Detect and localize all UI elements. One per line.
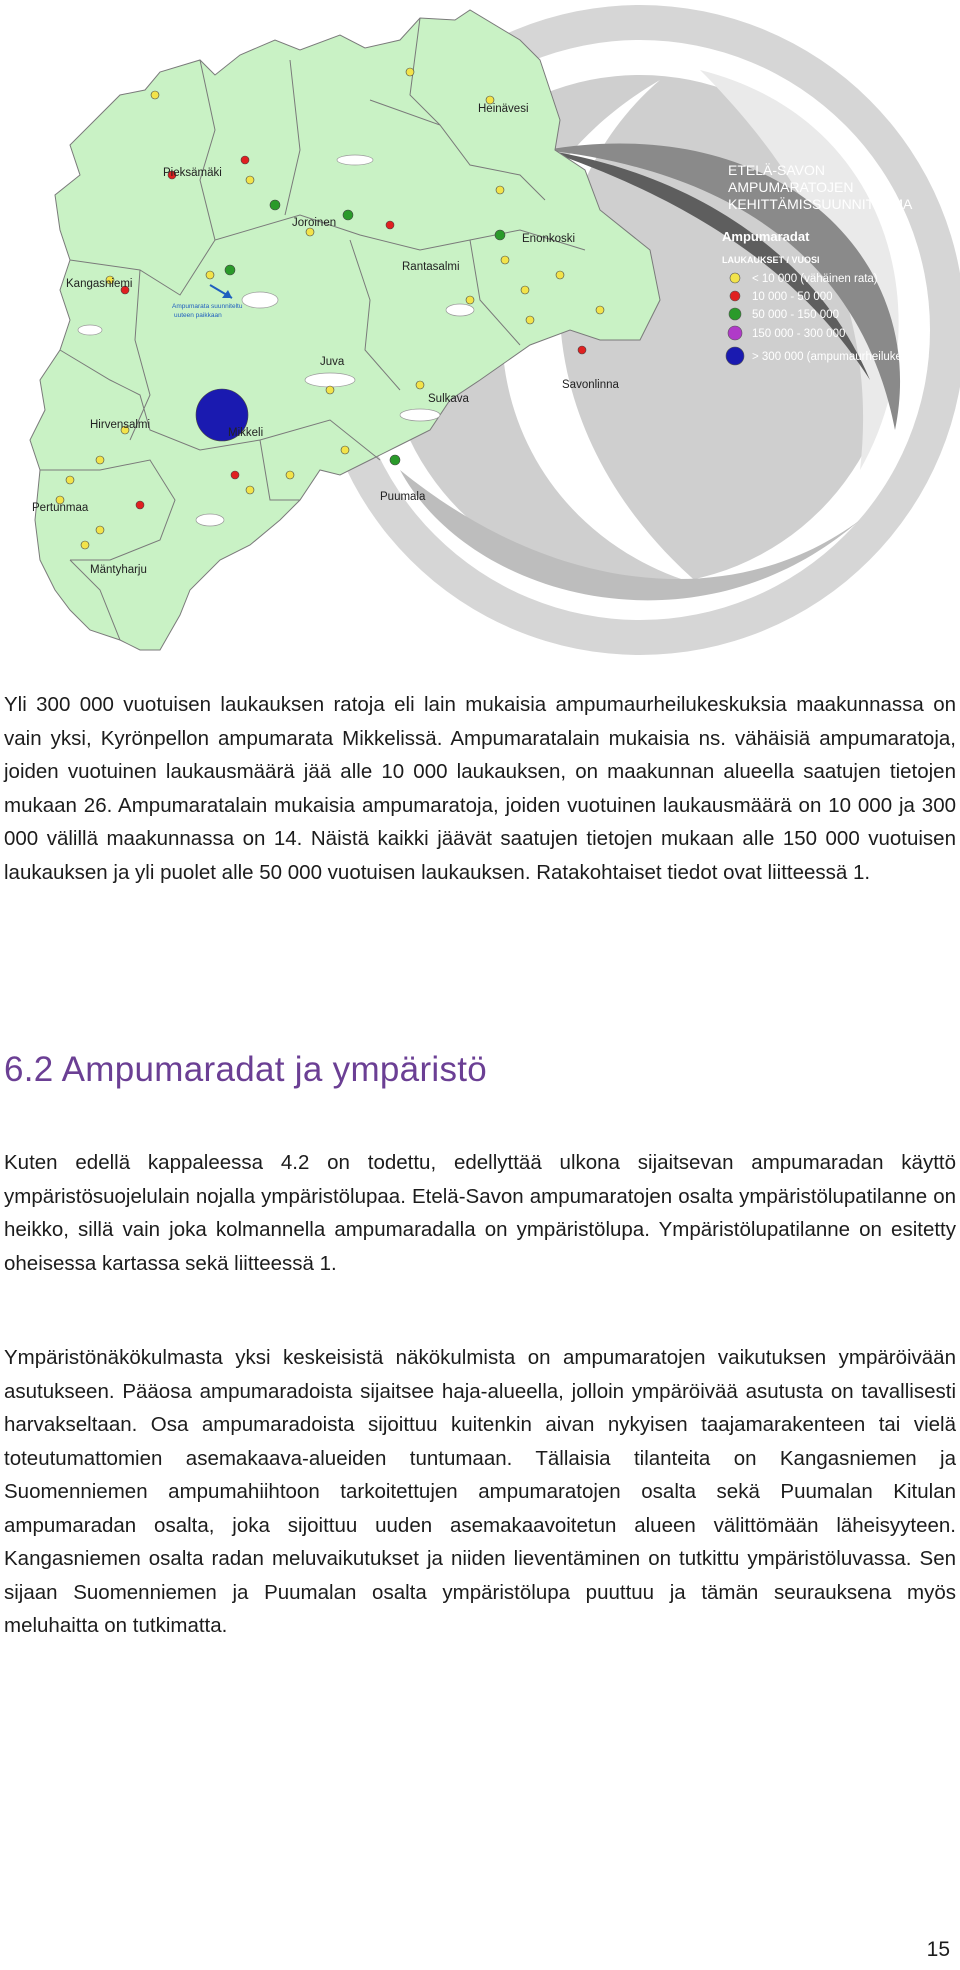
- region-label: Kangasniemi: [66, 278, 133, 290]
- legend-swatch-red: [730, 291, 740, 301]
- region-label: Savonlinna: [562, 379, 619, 391]
- legend-subtitle: Ampumaradat: [722, 229, 810, 244]
- environment-paragraph: Ympäristönäkökulmasta yksi keskeisistä näkökulmista on ampumaratojen vaikutuksen ympäröivään asutukseen. Pääosa ampumaradoista sijaitsee haja-alueella, jolloin ympäröivää asutusta on tavallisesti harvakseltaan. Osa ampumaradoista sijoittuu kuitenkin aivan nykyisen taajamarakenteen tai vielä toteutumattomien asemakaava-alueiden tuntumaan. Tällaisia tilanteita on Kangasniemen ja Suomenniemen ampumahiihtoon tarkoitettujen ampumaratojen osalta sekä Puumalan Kitulan ampumaradan osalta, joka sijoittuu uuden asemakaavoitetun alueen välittömään läheisyyteen. Kangasniemen osalta radan meluvaikutukset ja niiden lieventäminen on tutkittu ympäristöluvassa. Sen sijaan Suomenniemen ja Puumalan osalta ympäristölupa puuttuu ja tämän seurauksena myös meluhaitta on tutkimatta.: [4, 1346, 956, 1637]
- region-label: Rantasalmi: [402, 261, 460, 273]
- region-label: Mikkeli: [228, 427, 264, 439]
- annotation-line-2: uuteen paikkaan: [174, 312, 222, 319]
- permit-paragraph: Kuten edellä kappaleessa 4.2 on todettu, edellyttää ulkona sijaitsevan ampumaradan käyttö ympäristösuojelulain nojalla ympäristölupaa. Etelä-Savon ampumaratojen osalta ympäristölupatilanne on heikko, sillä vain joka kolmannella ampumaradalla on ympäristölupa. Ympäristölupatilanne on esitetty oheisessa kartassa sekä liitteessä 1.: [4, 1151, 956, 1275]
- legend-item-label: 150 000 - 300 000: [752, 328, 846, 340]
- region-label: Pieksämäki: [163, 167, 222, 179]
- region-label: Puumala: [380, 491, 426, 503]
- region-label: Sulkava: [428, 393, 469, 405]
- annotation-line-1: Ampumarata suunniteltu: [172, 303, 243, 310]
- region-label: Juva: [320, 356, 345, 368]
- page-number: 15: [926, 1938, 950, 1961]
- legend-swatch-green: [729, 308, 741, 320]
- region-label: Heinävesi: [478, 103, 529, 115]
- intro-paragraph: Yli 300 000 vuotuisen laukauksen ratoja eli lain mukaisia ampumaurheilukeskuksia maakunnassa on vain yksi, Kyrönpellon ampumarata Mikkelissä. Ampumaratalain mukaisia ns. vähäisiä ampumaratoja, joiden vuotuinen laukausmäärä jää alle 10 000 laukauksen, on maakunnan alueella saatujen tietojen mukaan 26. Ampumaratalain mukaisia ampumaratoja, joiden vuotuinen laukausmäärä on 10 000 ja 300 000 välillä maakunnassa on 14. Näistä kaikki jäävät saatujen tietojen mukaan alle 150 000 vuotuisen laukauksen ja yli puolet alle 50 000 vuotuisen laukauksen. Ratakohtaiset tiedot ovat liitteessä 1.: [4, 693, 956, 884]
- legend-item-label: 10 000 - 50 000: [752, 291, 833, 303]
- legend-title-2: AMPUMARATOJEN: [728, 179, 854, 195]
- legend-item-label: 50 000 - 150 000: [752, 309, 839, 321]
- section-heading: 6.2 Ampumaradat ja ympäristö: [4, 1050, 488, 1089]
- region-label: Mäntyharju: [90, 564, 147, 576]
- legend-item-label: < 10 000 (vähäinen rata): [752, 273, 878, 285]
- legend-item-label: > 300 000 (ampumaurheilukeskus): [752, 351, 930, 363]
- legend-swatch-blue: [726, 347, 744, 365]
- shooting-ranges-map: [0, 0, 960, 660]
- region-label: Enonkoski: [522, 233, 576, 245]
- region-label: Pertunmaa: [32, 502, 89, 514]
- legend-swatch-purple: [728, 326, 742, 340]
- legend-unit: LAUKAUKSET / VUOSI: [722, 255, 820, 265]
- legend-title-3: KEHITTÄMISSUUNNITELMA: [728, 196, 913, 212]
- legend-swatch-yellow: [730, 273, 740, 283]
- region-label: Hirvensalmi: [90, 419, 151, 431]
- legend-title-1: ETELÄ-SAVON: [728, 162, 825, 178]
- region-label: Joroinen: [292, 217, 337, 229]
